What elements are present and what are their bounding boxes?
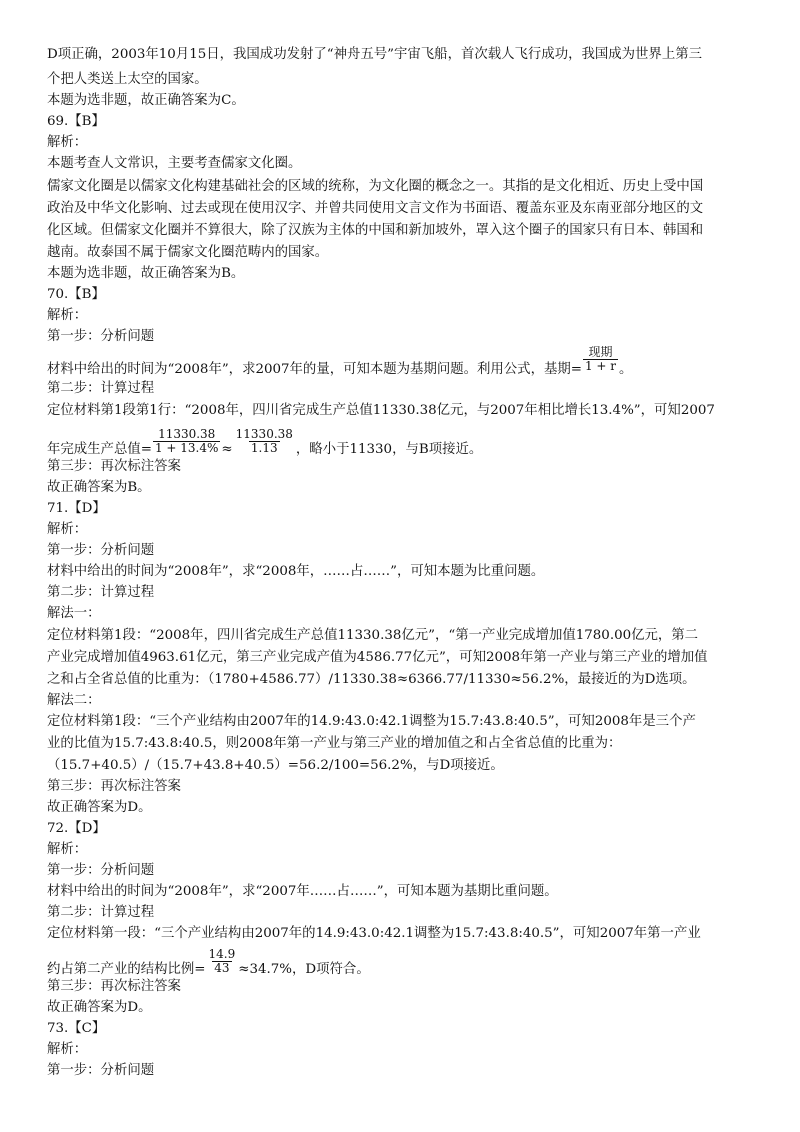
answer-line: 故正确答案为D。: [47, 1000, 152, 1015]
step-heading: 第三步：再次标注答案: [47, 779, 181, 794]
fraction-denominator: 43: [214, 961, 230, 975]
text-line: 定位材料第1段第1行：“2008年，四川省完成生产总值11330.38亿元，与2007年相比增长13.4%”，可知2007: [47, 403, 715, 418]
approx-sign: ≈: [221, 442, 233, 457]
step-heading: 第二步：计算过程: [47, 905, 155, 920]
step-heading: 第三步：再次标注答案: [47, 459, 181, 474]
text-line: 化区域。但儒家文化圈并不算很大，除了汉族为主体的中国和新加坡外，罩入这个圈子的国家只有日本、韩国和: [47, 223, 704, 238]
text-line: 儒家文化圈是以儒家文化构建基础社会的区域的统称，为文化圈的概念之一。其指的是文化相近、历史上受中国: [47, 179, 704, 194]
step-heading: 第二步：计算过程: [47, 381, 155, 396]
question-header: 70.【B】: [47, 287, 105, 302]
analysis-label: 解析：: [47, 135, 88, 150]
question-header: 72.【D】: [47, 821, 106, 836]
fraction-denominator: 1 + 13.4%: [154, 441, 219, 455]
text-line: 政治及中华文化影响、过去或现在使用汉字、并曾共同使用文言文作为书面语、覆盖东亚及东南亚部分地区的文: [47, 201, 704, 216]
question-header: 69.【B】: [47, 114, 105, 129]
text-line: 之和占全省总值的比重为：（1780+4586.77）/11330.38≈6366.77/11330≈56.2%，最接近的为D选项。: [47, 672, 696, 687]
text-line: 材料中给出的时间为“2008年”，求“2008年，……占……”，可知本题为比重问题。: [47, 564, 545, 579]
fraction: [234, 428, 295, 455]
step-heading: 第一步：分析问题: [47, 863, 155, 878]
approx-value: ≈34.7%: [238, 962, 293, 977]
formula-text: ，略小于11330，与B项接近。: [295, 442, 483, 457]
answer-line: 故正确答案为B。: [47, 480, 151, 495]
fraction-numerator: 14.9: [208, 947, 236, 961]
text-line: 业的比值为15.7:43.8:40.5，则2008年第一产业与第三产业的增加值之和占全省总值的比重为：: [47, 736, 622, 751]
text-line: 定位材料第一段：“三个产业结构由2007年的14.9:43.0:42.1调整为15.7:43.8:40.5”，可知2007年第一产业: [47, 926, 701, 941]
analysis-label: 解析：: [47, 522, 88, 537]
fraction-numerator: 11330.38: [235, 427, 293, 441]
text-line: 本题考查人文常识，主要考查儒家文化圈。: [47, 156, 302, 171]
fraction-denominator: 1 + r: [584, 359, 617, 373]
method-label: 解法二：: [47, 693, 101, 708]
step-heading: 第二步：计算过程: [47, 585, 155, 600]
text-line: 产业完成增加值4963.61亿元，第三产业完成产值为4586.77亿元”，可知2008年第一产业与第三产业的增加值: [47, 650, 708, 665]
answer-line: 本题为选非题，故正确答案为C。: [47, 93, 245, 108]
fraction: [207, 948, 238, 975]
question-header: 73.【C】: [47, 1021, 106, 1036]
fraction-numerator: 现期: [588, 345, 613, 359]
text-line: 定位材料第1段：“三个产业结构由2007年的14.9:43.0:42.1调整为15.7:43.8:40.5”，可知2008年是三个产: [47, 714, 696, 729]
fraction-numerator: 11330.38: [158, 427, 216, 441]
base-period-fraction: [583, 346, 618, 373]
step-heading: 第一步：分析问题: [47, 1063, 155, 1078]
analysis-label: 解析：: [47, 1042, 88, 1057]
text-line: 材料中给出的时间为“2008年”，求“2007年……占……”，可知本题为基期比重问题。: [47, 884, 558, 899]
step-heading: 第三步：再次标注答案: [47, 979, 181, 994]
formula-text: 。: [619, 362, 633, 377]
text-line: 越南。故泰国不属于儒家文化圈范畴内的国家。: [47, 245, 329, 260]
answer-line: 本题为选非题，故正确答案为B。: [47, 266, 245, 281]
method-label: 解法一：: [47, 606, 101, 621]
text-line: 定位材料第1段：“2008年，四川省完成生产总值11330.38亿元”，“第一产业完成增加值1780.00亿元，第二: [47, 628, 699, 643]
formula-text: 材料中给出的时间为“2008年”，求2007年的量，可知本题为基期问题。利用公式，基期=: [47, 362, 582, 377]
text-line: D项正确，2003年10月15日，我国成功发射了“神舟五号”宇宙飞船，首次载人飞行成功，我国成为世界上第三: [47, 47, 702, 62]
analysis-label: 解析：: [47, 308, 88, 323]
formula-text: ，D项符合。: [292, 962, 370, 977]
question-header: 71.【D】: [47, 501, 106, 516]
step-heading: 第一步：分析问题: [47, 329, 155, 344]
formula-text: 约占第二产业的结构比例=: [47, 962, 206, 977]
answer-line: 故正确答案为D。: [47, 800, 152, 815]
fraction: [153, 428, 220, 455]
fraction-denominator: 1.13: [250, 441, 278, 455]
text-line: 个把人类送上太空的国家。: [47, 72, 208, 87]
analysis-label: 解析：: [47, 842, 88, 857]
step-heading: 第一步：分析问题: [47, 543, 155, 558]
formula-text: 年完成生产总值=: [47, 442, 152, 457]
text-line: （15.7+40.5）/（15.7+43.8+40.5）=56.2/100=56.2%，与D项接近。: [47, 758, 504, 773]
